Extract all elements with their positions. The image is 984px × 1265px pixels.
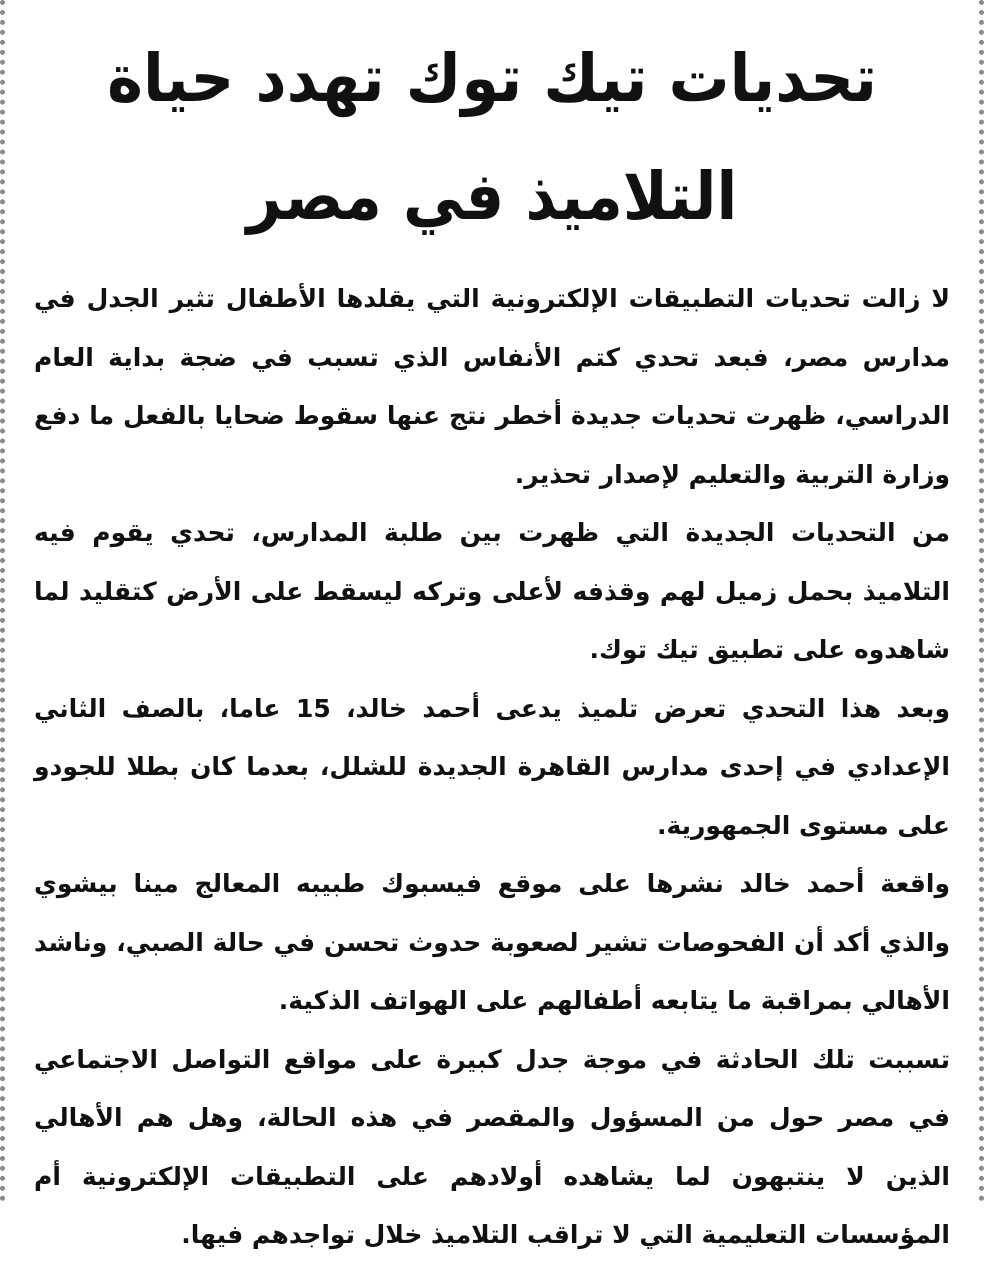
article-paragraph-5: تسببت تلك الحادثة في موجة جدل كبيرة على مواقع التواصل الاجتماعي في مصر حول من المسؤول والمقصر في هذه الحالة، وهل هم الأهالي الذين لا ينتبهون لما يشاهده أولادهم على التطبيقات الإلكترونية أم المؤسسات التعليمية التي لا تراقب التلاميذ خلال تواجدهم فيها.	[34, 1044, 950, 1249]
article-paragraph-1: لا زالت تحديات التطبيقات الإلكترونية التي يقلدها الأطفال تثير الجدل في مدارس مصر، فبعد تحدي كتم الأنفاس الذي تسبب في ضجة بداية العام الدراسي، ظهرت تحديات جديدة أخطر نتج عنها سقوط ضحايا بالفعل ما دفع وزارة التربية والتعليم لإصدار تحذير.	[34, 284, 950, 489]
article-paragraph-3: وبعد هذا التحدي تعرض تلميذ يدعى أحمد خالد، 15 عاما، بالصف الثاني الإعدادي في إحدى مدارس القاهرة الجديدة للشلل، بعدما كان بطلا للجودو على مستوى الجمهورية.	[34, 693, 950, 840]
article-paragraph-4: واقعة أحمد خالد نشرها على موقع فيسبوك طبيبه المعالج مينا بيشوي والذي أكد أن الفحوصات تشير لصعوبة حدوث تحسن في حالة الصبي، وناشد الأهالي بمراقبة ما يتابعه أطفالهم على الهواتف الذكية.	[34, 869, 950, 1015]
article-headline: تحديات تيك توك تهدد حياة التلاميذ في مصر	[107, 40, 877, 235]
article-paragraph-2: من التحديات الجديدة التي ظهرت بين طلبة المدارس، تحدي يقوم فيه التلاميذ بحمل زميل لهم وقذفه لأعلى وتركه ليسقط على الأرض كتقليد لما شاهدوه على تطبيق تيك توك.	[34, 518, 950, 664]
news-article	[34, 20, 950, 1265]
